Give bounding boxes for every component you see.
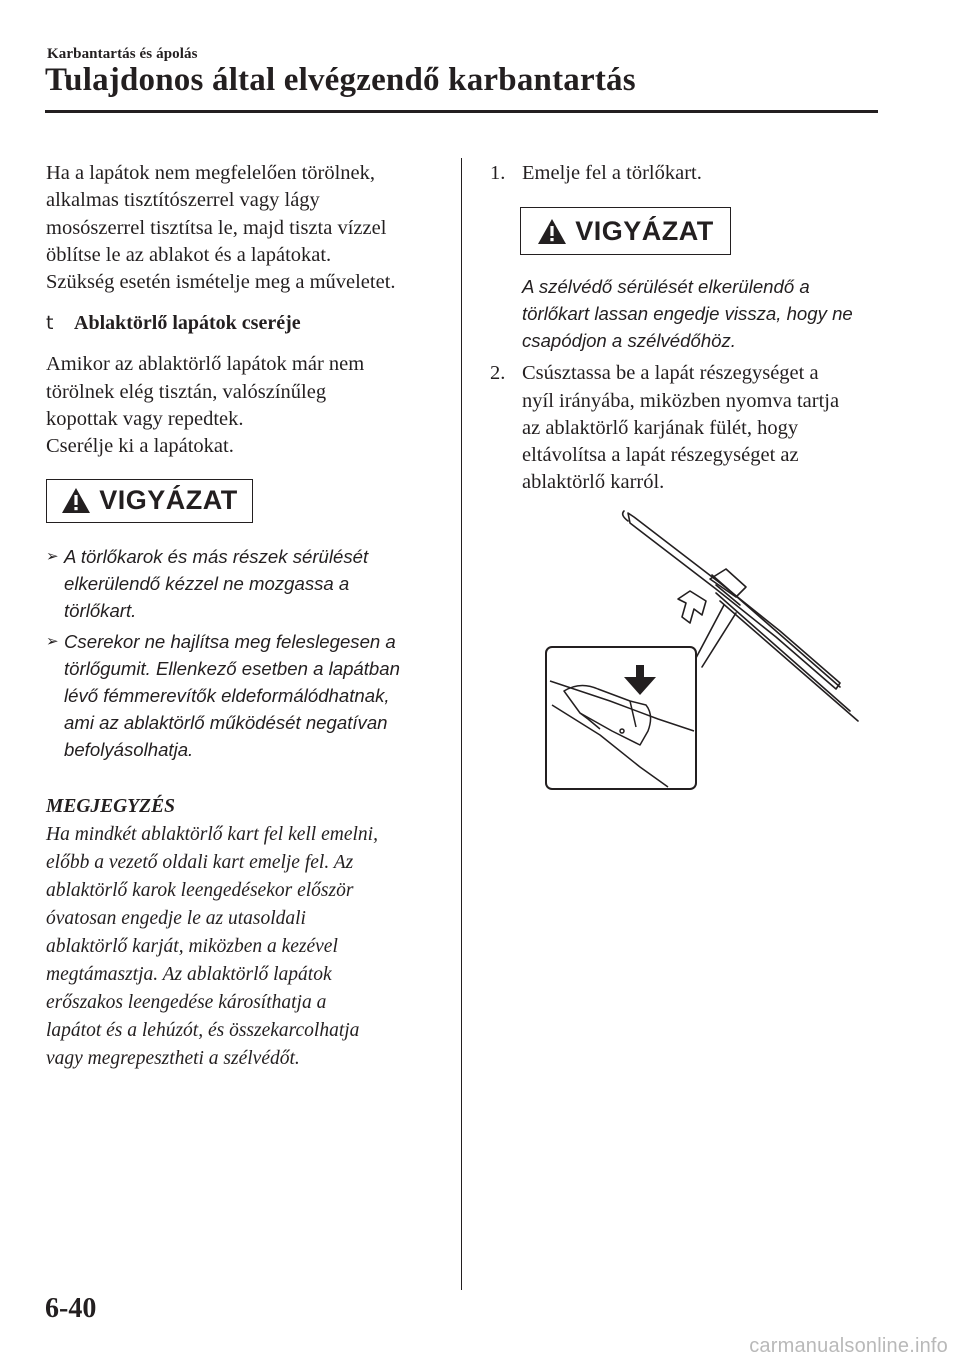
text-line: ami az ablaktörlő működését negatívan [64, 711, 388, 733]
section-marker-icon: t [46, 312, 54, 335]
list-item [46, 543, 441, 624]
note-title: MEGJEGYZÉS [46, 795, 175, 817]
text-line: nyíl irányába, miközben nyomva tartja [522, 389, 840, 412]
body-paragraph [46, 351, 441, 460]
page-title: Tulajdonos által elvégzendő karbantartás [45, 62, 636, 98]
warning-triangle-icon [537, 218, 567, 245]
arrow-bullet-icon: ➢ [46, 631, 59, 650]
text-line: Csúsztassa be a lapát részegységet a [522, 362, 819, 385]
intro-paragraph [46, 160, 441, 296]
list-item [46, 628, 441, 763]
text-line: alkalmas tisztítószerrel vagy lágy [46, 189, 320, 212]
arrow-bullet-icon: ➢ [46, 546, 59, 565]
text-line: kopottak vagy repedtek. [46, 408, 244, 431]
text-line: törlőgumit. Ellenkező esetben a lapátban [64, 657, 400, 679]
text-line: törölnek elég tisztán, valószínűleg [46, 380, 327, 403]
wiper-blade-illustration [540, 505, 860, 795]
step-2 [490, 360, 890, 496]
column-divider [461, 158, 462, 1290]
warning-box [46, 479, 253, 523]
warning-text [522, 273, 890, 354]
text-line: Ha mindkét ablaktörlő kart fel kell emelni, [46, 823, 378, 845]
step-text: Emelje fel a törlőkart. [522, 162, 702, 184]
header-rule [45, 110, 878, 113]
step-text [522, 360, 839, 496]
text-line: ablaktörlő karját, miközben a kezével [46, 935, 338, 957]
watermark: carmanualsonline.info [749, 1335, 948, 1357]
text-line: Ha a lapátok nem megfelelően törölnek, [46, 162, 376, 184]
section-label: Karbantartás és ápolás [47, 46, 198, 62]
note-body [46, 821, 441, 1073]
text-line: csapódjon a szélvédőhöz. [522, 330, 736, 352]
text-line: befolyásolhatja. [64, 738, 194, 760]
text-line: mosószerrel tisztítsa le, majd tiszta vízzel [46, 216, 387, 239]
text-line: törlőkart. [64, 599, 137, 621]
section-heading-text: Ablaktörlő lapátok cseréje [74, 312, 301, 335]
step-1 [490, 160, 890, 187]
warning-triangle-icon [61, 487, 91, 514]
text-line: A törlőkarok és más részek sérülését [64, 545, 369, 567]
text-line: vagy megrepesztheti a szélvédőt. [46, 1047, 300, 1069]
text-line: előbb a vezető oldali kart emelje fel. Az [46, 851, 354, 873]
warning-label: VIGYÁZAT [99, 485, 238, 516]
step-number: 2. [490, 362, 506, 385]
text-line: Amikor az ablaktörlő lapátok már nem [46, 353, 365, 376]
text-line: ablaktörlő karról. [522, 471, 665, 494]
right-column [490, 160, 890, 497]
text-line: óvatosan engedje le az utasoldali [46, 907, 306, 929]
left-column [46, 160, 441, 1073]
text-line: Cserekor ne hajlítsa meg feleslegesen a [64, 630, 396, 652]
text-line: eltávolítsa a lapát részegységet az [522, 444, 799, 467]
warning-label: VIGYÁZAT [575, 215, 714, 246]
text-line: elkerülendő kézzel ne mozgassa a [64, 572, 350, 594]
section-heading [46, 310, 441, 337]
text-line: öblítse le az ablakot és a lapátokat. [46, 243, 332, 266]
page-number: 6-40 [45, 1293, 97, 1324]
text-line: megtámasztja. Az ablaktörlő lapátok [46, 963, 332, 985]
warning-box [520, 207, 731, 255]
text-line: lapátot és a lehúzót, és összekarcolhatja [46, 1019, 360, 1041]
text-line: A szélvédő sérülését elkerülendő a [522, 276, 810, 298]
text-line: ablaktörlő karok leengedésekor először [46, 879, 354, 901]
step-number: 1. [490, 162, 506, 184]
text-line: az ablaktörlő karjának fülét, hogy [522, 416, 799, 439]
text-line: lévő fémmerevítők eldeformálódhatnak, [64, 684, 390, 706]
text-line: törlőkart lassan engedje vissza, hogy ne [522, 303, 853, 325]
warning-bullet-list [46, 543, 441, 763]
text-line: Szükség esetén ismételje meg a műveletet. [46, 271, 396, 294]
text-line: erőszakos leengedése károsíthatja a [46, 991, 327, 1013]
text-line: Cserélje ki a lapátokat. [46, 435, 234, 458]
